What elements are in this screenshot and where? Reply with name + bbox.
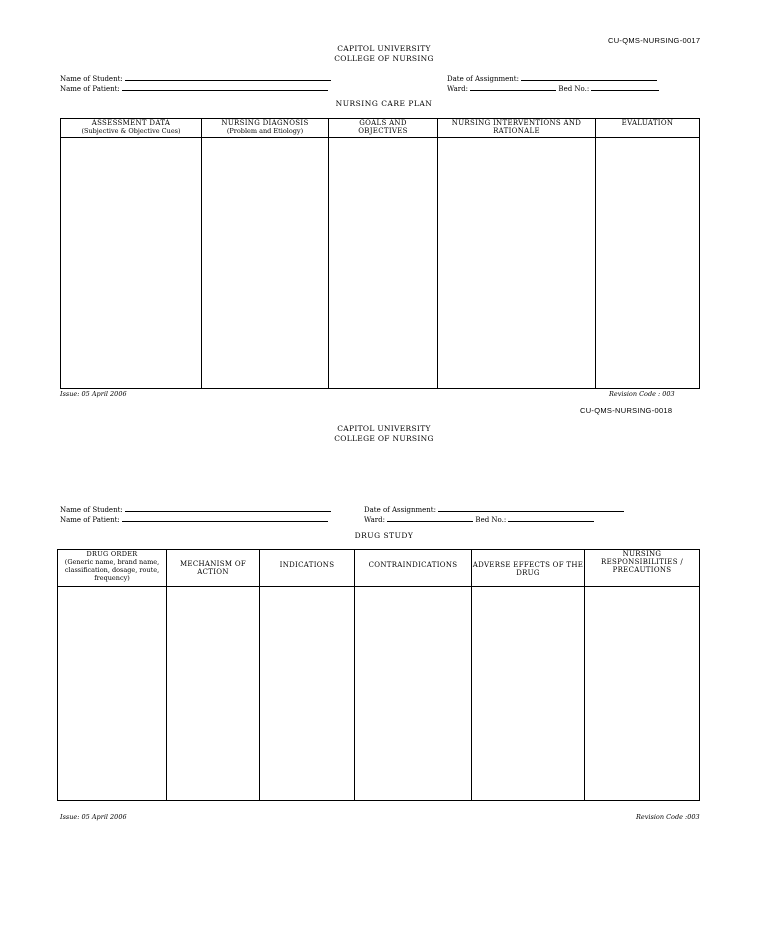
nursing-responsibilities-cell[interactable]	[585, 587, 700, 801]
ward-bed-field[interactable]	[447, 82, 659, 93]
adverse-effects-cell[interactable]	[472, 587, 585, 801]
col-goals-objectives: GOALS AND OBJECTIVES	[329, 119, 438, 138]
drug-order-cell[interactable]	[58, 587, 167, 801]
student-name-label: Name of Student:	[60, 75, 123, 83]
goals-objectives-cell[interactable]	[329, 138, 438, 389]
mechanism-cell[interactable]	[167, 587, 260, 801]
ward-bed-field[interactable]	[364, 513, 594, 524]
patient-name-label: Name of Patient:	[60, 85, 120, 93]
issue-date: Issue: 05 April 2006	[60, 390, 127, 398]
revision-code: Revision Code : 003	[609, 390, 675, 398]
assignment-date-line[interactable]	[438, 503, 624, 512]
col-assessment-data: ASSESSMENT DATA (Subjective & Objective Cues)	[61, 119, 202, 138]
care-plan-table	[60, 118, 700, 389]
ward-line[interactable]	[387, 513, 473, 522]
col-indications: INDICATIONS	[260, 550, 355, 587]
col-nursing-responsibilities: NURSING RESPONSIBILITIES / PRECAUTIONS	[585, 550, 700, 587]
col-nursing-diagnosis: NURSING DIAGNOSIS (Problem and Etiology)	[202, 119, 329, 138]
issue-date: Issue: 05 April 2006	[60, 813, 127, 821]
assignment-date-label: Date of Assignment:	[364, 506, 436, 514]
assessment-data-cell[interactable]	[61, 138, 202, 389]
col-evaluation: EVALUATION	[596, 119, 700, 138]
ward-label: Ward:	[364, 516, 385, 524]
university-name: CAPITOL UNIVERSITY	[337, 44, 431, 53]
indications-cell[interactable]	[260, 587, 355, 801]
student-name-line[interactable]	[125, 72, 331, 81]
bed-label: Bed No.:	[475, 516, 507, 524]
ward-label: Ward:	[447, 85, 468, 93]
drug-study-table	[57, 549, 700, 801]
college-name: COLLEGE OF NURSING	[334, 54, 434, 63]
assignment-date-label: Date of Assignment:	[447, 75, 519, 83]
college-name: COLLEGE OF NURSING	[334, 434, 434, 443]
patient-name-line[interactable]	[122, 82, 328, 91]
assignment-date-line[interactable]	[521, 72, 657, 81]
bed-line[interactable]	[591, 82, 659, 91]
evaluation-cell[interactable]	[596, 138, 700, 389]
patient-name-line[interactable]	[122, 513, 328, 522]
col-adverse-effects: ADVERSE EFFECTS OF THE DRUG	[472, 550, 585, 587]
col-contraindications: CONTRAINDICATIONS	[355, 550, 472, 587]
nursing-diagnosis-cell[interactable]	[202, 138, 329, 389]
col-drug-order: DRUG ORDER (Generic name, brand name, classification, dosage, route, frequency)	[58, 550, 167, 587]
col-interventions-rationale: NURSING INTERVENTIONS AND RATIONALE	[438, 119, 596, 138]
drug-study-title: DRUG STUDY	[354, 531, 414, 540]
patient-name-label: Name of Patient:	[60, 516, 120, 524]
patient-name-field[interactable]	[60, 82, 328, 93]
col-mechanism-of-action: MECHANISM OF ACTION	[167, 550, 260, 587]
university-name: CAPITOL UNIVERSITY	[337, 424, 431, 433]
revision-code: Revision Code :003	[636, 813, 700, 821]
form-code: CU-QMS-NURSING-0018	[580, 406, 673, 415]
patient-name-field[interactable]	[60, 513, 328, 524]
bed-line[interactable]	[508, 513, 594, 522]
student-name-label: Name of Student:	[60, 506, 123, 514]
contraindications-cell[interactable]	[355, 587, 472, 801]
student-name-line[interactable]	[125, 503, 331, 512]
ward-line[interactable]	[470, 82, 556, 91]
bed-label: Bed No.:	[558, 85, 590, 93]
care-plan-title: NURSING CARE PLAN	[335, 99, 433, 108]
form-code: CU-QMS-NURSING-0017	[608, 36, 701, 45]
interventions-cell[interactable]	[438, 138, 596, 389]
